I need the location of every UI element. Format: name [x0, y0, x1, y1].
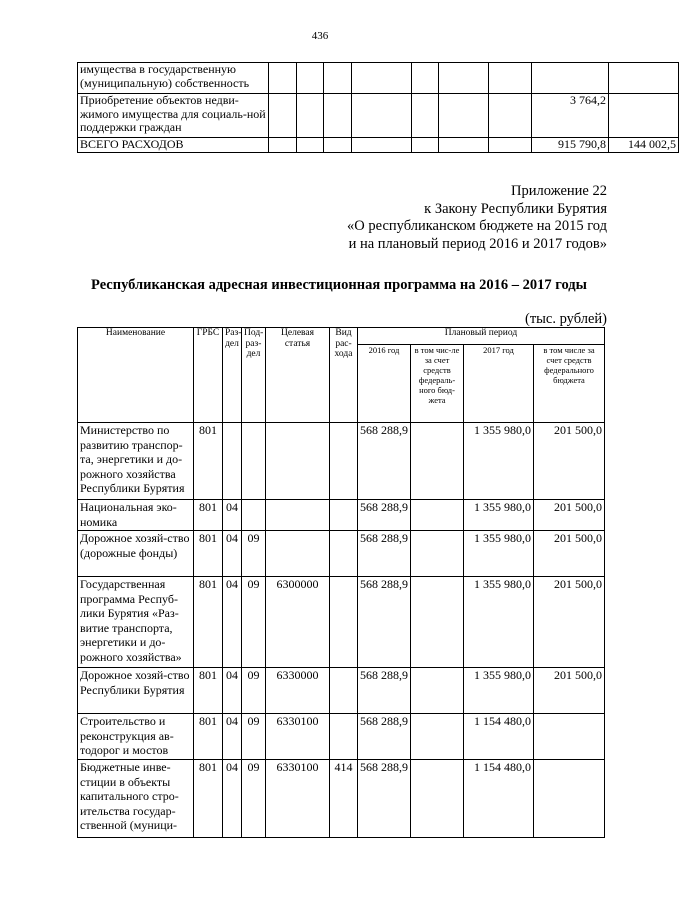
- units-label: (тыс. рублей): [525, 311, 607, 327]
- row-federal-2017: [534, 760, 605, 838]
- row-2016: 568 288,9: [358, 714, 411, 760]
- row-2016: 568 288,9: [358, 531, 411, 577]
- row-2017: 1 355 980,0: [464, 500, 534, 531]
- row-razdel: 04: [223, 531, 242, 577]
- header-2016: 2016 год: [358, 345, 411, 423]
- table-row: [78, 577, 605, 668]
- row-grbs: 801: [194, 531, 223, 577]
- table-row: [78, 138, 679, 153]
- appendix-header: [347, 183, 607, 253]
- row-razdel: [223, 423, 242, 500]
- row-target: 6300000: [266, 577, 330, 668]
- row-razdel: 04: [223, 577, 242, 668]
- table-row: [78, 500, 605, 531]
- row-2017: 1 355 980,0: [464, 577, 534, 668]
- row-federal-2017: 201 500,0: [534, 423, 605, 500]
- row-2016: 568 288,9: [358, 500, 411, 531]
- row-name: Приобретение объектов недви-жимого имущества для социаль-ной поддержки граждан: [78, 94, 269, 138]
- row-podrazdel: 09: [242, 668, 266, 714]
- row-vid: [330, 500, 358, 531]
- row-2017: 1 355 980,0: [464, 531, 534, 577]
- row-razdel: 04: [223, 760, 242, 838]
- row-vid: [330, 423, 358, 500]
- row-2016: 568 288,9: [358, 423, 411, 500]
- row-target: 6330100: [266, 714, 330, 760]
- row-federal-2017: 201 500,0: [534, 577, 605, 668]
- row-federal-2016: [411, 531, 464, 577]
- previous-appendix-table: [77, 62, 679, 153]
- row-federal-2016: [411, 714, 464, 760]
- row-vid: [330, 577, 358, 668]
- row-name: Строительство и реконструкция ав-тодорог и мостов: [78, 714, 194, 760]
- row-federal-2017: [534, 714, 605, 760]
- row-federal-2016: [411, 760, 464, 838]
- row-2016: 568 288,9: [358, 668, 411, 714]
- appendix-line: Приложение 22: [511, 183, 607, 199]
- header-row: [78, 328, 605, 345]
- row-value-2016: 915 790,8: [532, 138, 609, 153]
- table-row: [78, 531, 605, 577]
- row-razdel: 04: [223, 668, 242, 714]
- row-grbs: 801: [194, 714, 223, 760]
- row-2017: 1 355 980,0: [464, 423, 534, 500]
- header-federal-2017: в том числе за счет средств федерального бюджета: [534, 345, 605, 423]
- table-row: [78, 714, 605, 760]
- header-federal-2016: в том чис-ле за счет средств федераль-ного бюд-жета: [411, 345, 464, 423]
- row-vid: 414: [330, 760, 358, 838]
- row-grbs: 801: [194, 760, 223, 838]
- row-vid: [330, 714, 358, 760]
- row-2017: 1 154 480,0: [464, 714, 534, 760]
- row-2016: 568 288,9: [358, 760, 411, 838]
- row-value-2017: 144 002,5: [609, 138, 679, 153]
- appendix-line: к Закону Республики Бурятия: [424, 200, 607, 217]
- row-target: [266, 531, 330, 577]
- row-podrazdel: 09: [242, 760, 266, 838]
- row-razdel: 04: [223, 714, 242, 760]
- row-name: Дорожное хозяй-ство (дорожные фонды): [78, 531, 194, 577]
- header-planned-period: Плановый период: [358, 328, 605, 345]
- row-name: Бюджетные инве-стиции в объекты капитального стро-ительства государ-ственной (муници-: [78, 760, 194, 838]
- table-row: [78, 668, 605, 714]
- header-name: Наименование: [78, 328, 194, 423]
- row-name: ВСЕГО РАСХОДОВ: [78, 138, 269, 153]
- row-target: 6330000: [266, 668, 330, 714]
- row-podrazdel: [242, 423, 266, 500]
- row-federal-2016: [411, 577, 464, 668]
- header-podrazdel: Под-раз-дел: [242, 328, 266, 423]
- header-grbs: ГРБС: [194, 328, 223, 423]
- row-podrazdel: 09: [242, 714, 266, 760]
- row-vid: [330, 668, 358, 714]
- row-grbs: 801: [194, 577, 223, 668]
- row-podrazdel: 09: [242, 531, 266, 577]
- row-federal-2016: [411, 500, 464, 531]
- row-value-2017: [609, 94, 679, 138]
- row-grbs: 801: [194, 500, 223, 531]
- row-vid: [330, 531, 358, 577]
- row-value-2017: [609, 63, 679, 94]
- row-value-2016: [532, 63, 609, 94]
- investment-program-table: [77, 327, 605, 838]
- row-2016: 568 288,9: [358, 577, 411, 668]
- document-title: Республиканская адресная инвестиционная программа на 2016 – 2017 годы: [91, 277, 587, 293]
- header-razdel: Раз-дел: [223, 328, 242, 423]
- table-row: [78, 423, 605, 500]
- row-name: Национальная эко-номика: [78, 500, 194, 531]
- row-federal-2017: 201 500,0: [534, 531, 605, 577]
- header-vid: Вид рас-хода: [330, 328, 358, 423]
- row-federal-2017: 201 500,0: [534, 668, 605, 714]
- row-name: Дорожное хозяй-ство Республики Бурятия: [78, 668, 194, 714]
- table-row: [78, 94, 679, 138]
- row-name: Министерство по развитию транспор-та, энергетики и до-рожного хозяйства Республики Бурятия: [78, 423, 194, 500]
- row-podrazdel: 09: [242, 577, 266, 668]
- row-value-2016: 3 764,2: [532, 94, 609, 138]
- table-row: [78, 760, 605, 838]
- page-number: 436: [311, 30, 329, 42]
- row-target: 6330100: [266, 760, 330, 838]
- appendix-line: «О республиканском бюджете на 2015 год: [347, 218, 607, 234]
- row-federal-2017: 201 500,0: [534, 500, 605, 531]
- row-grbs: 801: [194, 668, 223, 714]
- row-name: Государственная программа Респуб-лики Бурятия «Раз-витие транспорта, энергетики и до-рожного хозяйства»: [78, 577, 194, 668]
- row-podrazdel: [242, 500, 266, 531]
- row-2017: 1 355 980,0: [464, 668, 534, 714]
- table-row: [78, 63, 679, 94]
- row-name: имущества в государственную (муниципальную) собственность: [78, 63, 269, 94]
- header-2017: 2017 год: [464, 345, 534, 423]
- row-grbs: 801: [194, 423, 223, 500]
- row-federal-2016: [411, 423, 464, 500]
- row-target: [266, 423, 330, 500]
- row-target: [266, 500, 330, 531]
- appendix-line: и на плановый период 2016 и 2017 годов»: [348, 235, 607, 252]
- row-2017: 1 154 480,0: [464, 760, 534, 838]
- row-federal-2016: [411, 668, 464, 714]
- header-target: Целевая статья: [266, 328, 330, 423]
- row-razdel: 04: [223, 500, 242, 531]
